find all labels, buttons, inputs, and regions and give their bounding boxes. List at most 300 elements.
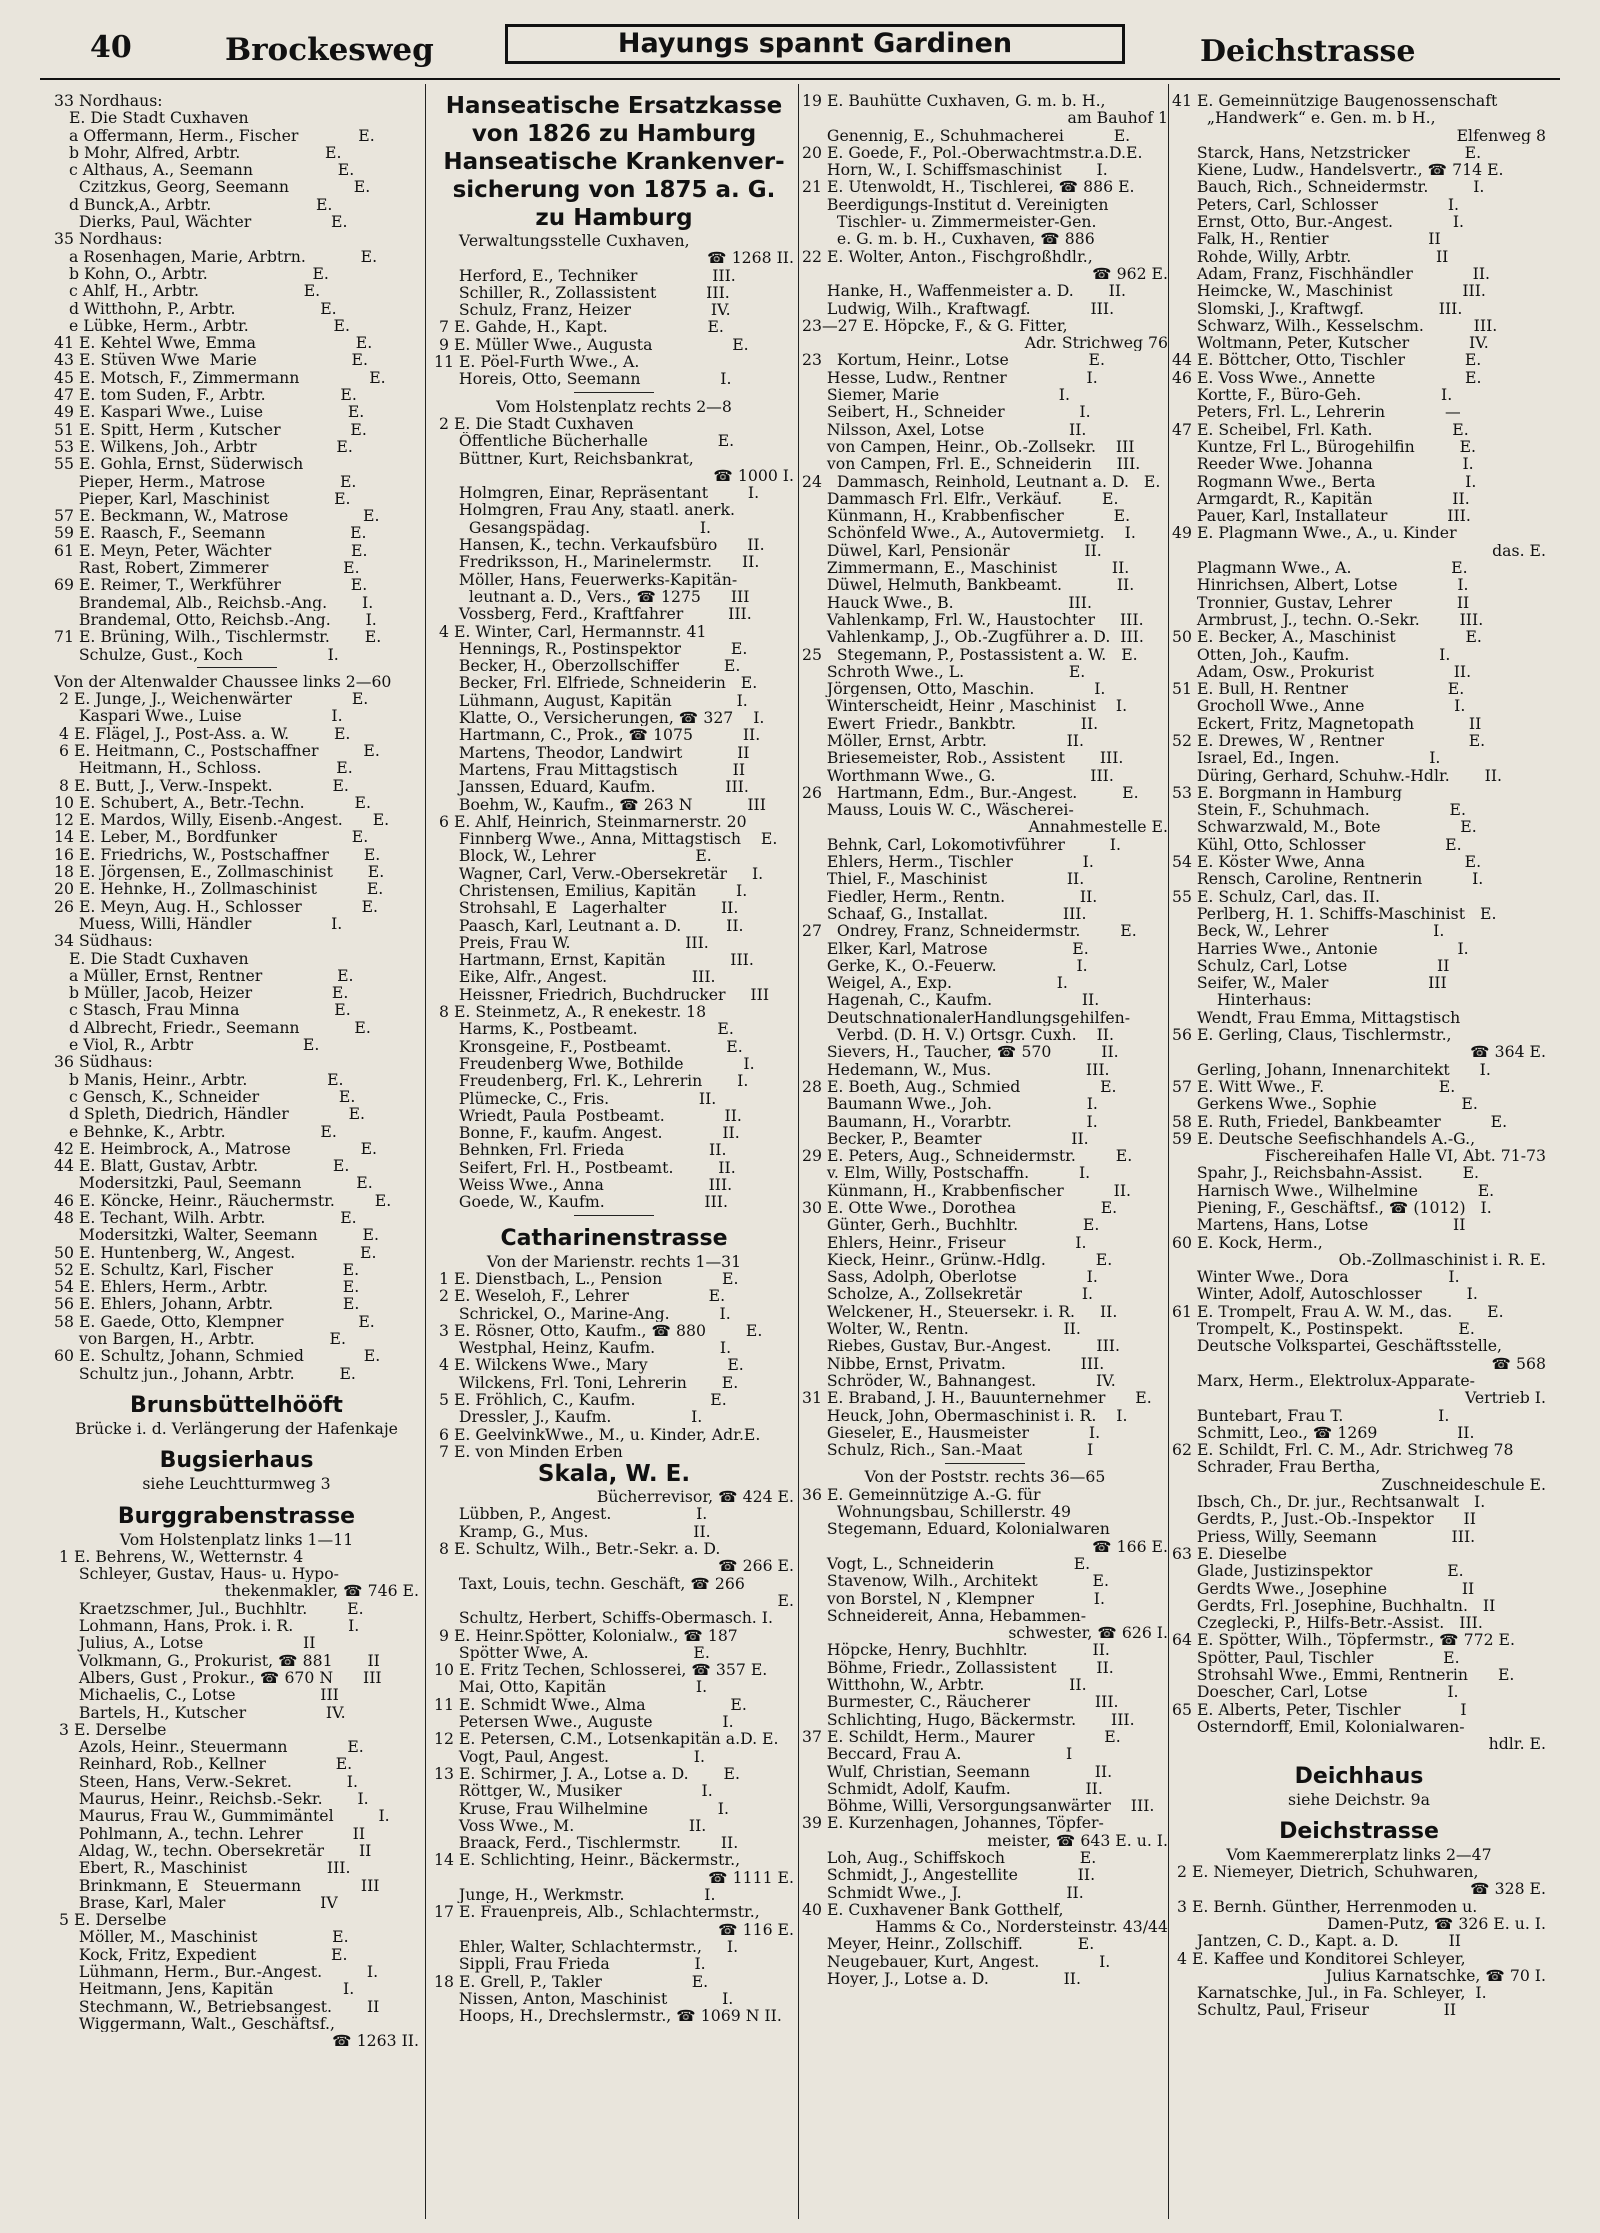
entry-line: Nilsson, Axel, Lotse II. <box>802 420 1087 438</box>
entry-line: d Albrecht, Friedr., Seemann E. <box>54 1018 371 1037</box>
entry-line: Voss Wwe., M. II. <box>434 1816 707 1835</box>
entry-line: Adam, Franz, Fischhändler II. <box>1172 264 1491 283</box>
entry-line: Hanke, H., Waffenmeister a. D. II. <box>802 282 1127 300</box>
directory-column-2 <box>434 92 794 2212</box>
bold-entry: von 1826 zu Hamburg <box>471 121 757 147</box>
entry-continuation: ☎ 568 <box>1491 1354 1546 1372</box>
entry-line: „Handwerk“ e. Gen. m. b H., <box>1172 109 1436 127</box>
entry-line: Hedemann, W., Mus. III. <box>802 1060 1110 1078</box>
entry-line: v. Elm, Willy, Postschaffn. I. <box>802 1164 1091 1182</box>
entry-line: Tronnier, Gustav, Lehrer II <box>1172 593 1470 611</box>
entry-line: Block, W., Lehrer E. <box>434 847 712 865</box>
entry-line: Azols, Heinr., Steuermann E. <box>54 1738 364 1756</box>
entry-line: 63 E. Dieselbe <box>1172 1544 1287 1563</box>
entry-line: 48 E. Techant, Wilh. Arbtr. E. <box>54 1209 357 1227</box>
entry-line: Hauck Wwe., B. III. <box>802 593 1092 611</box>
entry-line: Becker, Frl. Elfriede, Schneiderin E. <box>434 674 758 692</box>
section-note: Vom Kaemmererplatz links 2—47 <box>1226 1844 1492 1864</box>
entry-continuation: Adr. Strichweg 76 <box>1024 334 1168 352</box>
entry-line: 57 E. Witt Wwe., F. E. <box>1172 1077 1456 1096</box>
entry-line: Gerling, Johann, Innenarchitekt I. <box>1172 1060 1491 1078</box>
entry-line: Reeder Wwe. Johanna I. <box>1172 455 1474 473</box>
entry-line: Deutsche Volkspartei, Geschäftsstelle, <box>1172 1337 1503 1355</box>
entry-line: b Kohn, O., Arbtr. E. <box>54 264 329 283</box>
entry-line: Loh, Aug., Schiffskoch E. <box>802 1848 1097 1867</box>
entry-line: Armbrust, J., techn. O.-Sekr. III. <box>1172 610 1484 629</box>
entry-line: Schultz jun., Johann, Arbtr. E. <box>54 1364 356 1382</box>
entry-line: Schlichting, Hugo, Bäckermstr. III. <box>802 1710 1135 1728</box>
entry-line: Gerke, K., O.-Feuerw. I. <box>802 956 1088 975</box>
entry-line: 8 E. Butt, J., Verw.-Inspekt. E. <box>54 776 349 794</box>
entry-line: Fiedler, Herm., Rentn. II. <box>802 887 1098 905</box>
entry-line: Brinkmann, E Steuermann III <box>54 1876 380 1894</box>
entry-line: Elker, Karl, Matrose E. <box>802 939 1089 957</box>
section-separator <box>434 1211 794 1221</box>
entry-line: Hesse, Ludw., Rentner I. <box>802 368 1098 387</box>
entry-line: 19 E. Bauhütte Cuxhaven, G. m. b. H., <box>802 92 1106 110</box>
entry-line: 18 E. Grell, P., Takler E. <box>434 1972 709 1990</box>
entry-continuation: meister, ☎ 643 E. u. I. <box>987 1831 1168 1849</box>
entry-line: von Borstel, N , Klempner I. <box>802 1589 1105 1607</box>
entry-line: 46 E. Köncke, Heinr., Räuchermstr. E. <box>54 1191 392 1209</box>
entry-line: Thiel, F., Maschinist II. <box>802 870 1085 888</box>
entry-line: leutnant a. D., Vers., ☎ 1275 III <box>434 587 750 606</box>
entry-line: 42 E. Heimbrock, A., Matrose E. <box>54 1139 378 1158</box>
entry-continuation: ☎ 364 E. <box>1470 1043 1546 1061</box>
entry-line: 7 E. von Minden Erben <box>434 1442 623 1461</box>
entry-line: 58 E. Gaede, Otto, Klempner E. <box>54 1312 375 1331</box>
column-divider <box>1168 84 1169 2219</box>
entry-line: 9 E. Heinr.Spötter, Kolonialw., ☎ 187 <box>434 1626 738 1644</box>
entry-line: Hartmann, Ernst, Kapitän III. <box>434 951 754 969</box>
entry-line: Lohmann, Hans, Prok. i. R. I. <box>54 1617 360 1635</box>
entry-line: 30 E. Otte Wwe., Dorothea E. <box>802 1199 1118 1217</box>
entry-line: Pieper, Karl, Maschinist E. <box>54 489 351 508</box>
entry-line: Adam, Osw., Prokurist II. <box>1172 662 1472 681</box>
entry-line: 6 E. Heitmann, C., Postschaffner E. <box>54 741 380 760</box>
entry-line: e Behnke, K., Arbtr. E. <box>54 1122 337 1140</box>
entry-line: Kraetzschmer, Jul., Buchhltr. E. <box>54 1599 364 1618</box>
entry-line: Winter, Adolf, Autoschlosser I. <box>1172 1285 1478 1303</box>
section-note: Von der Poststr. rechts 36—65 <box>864 1467 1106 1487</box>
entry-line: e Viol, R., Arbtr E. <box>54 1036 320 1054</box>
entry-line: Taxt, Louis, techn. Geschäft, ☎ 266 <box>434 1574 745 1592</box>
entry-line: Schaaf, G., Installat. III. <box>802 904 1087 923</box>
entry-line: Hinrichsen, Albert, Lotse I. <box>1172 576 1469 594</box>
entry-line: Winterscheidt, Heinr , Maschinist I. <box>802 697 1128 715</box>
entry-line: 51 E. Bull, H. Rentner E. <box>1172 680 1465 698</box>
entry-line: Welckener, H., Steuersekr. i. R. II. <box>802 1302 1118 1321</box>
section-note: Brücke i. d. Verlängerung der Hafenkaje <box>75 1418 398 1438</box>
entry-line: Mai, Otto, Kapitän I. <box>434 1678 708 1696</box>
column-divider <box>798 84 799 2219</box>
entry-line: 56 E. Gerling, Claus, Tischlermstr., <box>1172 1026 1452 1044</box>
entry-line: 55 E. Schulz, Carl, das. II. <box>1172 887 1381 905</box>
entry-line: 21 E. Utenwoldt, H., Tischlerei, ☎ 886 E. <box>802 178 1135 196</box>
entry-line: Nibbe, Ernst, Privatm. III. <box>802 1354 1105 1372</box>
entry-line: Herford, E., Techniker III. <box>434 266 736 284</box>
entry-line: 11 E. Pöel-Furth Wwe., A. <box>434 353 640 371</box>
entry-line: Sievers, H., Taucher, ☎ 570 II. <box>802 1043 1119 1061</box>
entry-line: Westphal, Heinz, Kaufm. I. <box>434 1339 732 1357</box>
entry-line: Holmgren, Frau Any, staatl. anerk. <box>434 501 735 519</box>
entry-line: 3 E. Rösner, Otto, Kaufm., ☎ 880 E. <box>434 1321 763 1340</box>
header-rule <box>40 78 1560 80</box>
entry-line: 52 E. Drewes, W , Rentner E. <box>1172 731 1486 750</box>
entry-line: 1 E. Dienstbach, L., Pension E. <box>434 1269 739 1288</box>
entry-line: 17 E. Frauenpreis, Alb., Schlachtermstr., <box>434 1903 760 1921</box>
entry-line: Heimcke, W., Maschinist III. <box>1172 282 1486 300</box>
entry-line: 52 E. Schultz, Karl, Fischer E. <box>54 1260 360 1279</box>
entry-line: 14 E. Schlichting, Heinr., Bäckermstr., <box>434 1851 741 1869</box>
entry-line: Vogt, Paul, Angest. I. <box>434 1747 705 1765</box>
entry-line: 36 Südhaus: <box>54 1053 153 1071</box>
entry-line: Sass, Adolph, Oberlotse I. <box>802 1268 1098 1286</box>
entry-line: von Campen, Heinr., Ob.-Zollsekr. III <box>802 437 1135 456</box>
entry-line: Dierks, Paul, Wächter E. <box>54 213 348 231</box>
entry-line: Schulze, Gust., Koch I. <box>54 645 339 663</box>
entry-line: Schulz, Carl, Lotse II <box>1172 956 1450 975</box>
entry-line: Fredriksson, H., Marinelermstr. II. <box>434 553 760 571</box>
entry-line: Gerdts Wwe., Josephine II <box>1172 1579 1475 1597</box>
entry-line: Schiller, R., Zollassistent III. <box>434 283 730 302</box>
entry-line: 61 E. Trompelt, Frau A. W. M., das. E. <box>1172 1302 1504 1321</box>
entry-line: Spötter, Paul, Tischler E. <box>1172 1648 1460 1667</box>
bold-entry: sicherung von 1875 a. G. <box>452 177 776 203</box>
entry-line: Heitmann, H., Schloss. E. <box>54 759 353 777</box>
entry-line: 46 E. Voss Wwe., Annette E. <box>1172 368 1482 387</box>
entry-line: Kramp, G., Mus. II. <box>434 1522 711 1541</box>
entry-continuation: thekenmakler, ☎ 746 E. <box>224 1582 419 1600</box>
entry-line: 49 E. Kaspari Wwe., Luise E. <box>54 403 365 421</box>
entry-line: Klatte, O., Versicherungen, ☎ 327 I. <box>434 709 765 727</box>
entry-line: Brandemal, Otto, Reichsb.-Ang. I. <box>54 610 377 629</box>
entry-line: Woltmann, Peter, Kutscher IV. <box>1172 334 1489 352</box>
entry-line: Holmgren, Einar, Repräsentant I. <box>434 484 760 502</box>
entry-line: d Witthohn, P., Arbtr. E. <box>54 299 337 317</box>
entry-line: Wiggermann, Walt., Geschäftsf., <box>54 2014 335 2033</box>
entry-continuation: am Bauhof 1 <box>1067 109 1168 127</box>
entry-line: Ernst, Otto, Bur.-Angest. I. <box>1172 213 1465 231</box>
entry-line: Meyer, Heinr., Zollschiff. E. <box>802 1935 1095 1953</box>
spacer <box>1172 1753 1546 1759</box>
entry-line: Buntebart, Frau T. I. <box>1172 1406 1450 1424</box>
entry-line: 27 Ondrey, Franz, Schneidermstr. E. <box>802 922 1137 940</box>
section-note: Vom Holstenplatz links 1—11 <box>119 1529 354 1549</box>
entry-line: 25 Stegemann, P., Postassistent a. W. E. <box>802 645 1138 663</box>
entry-line: Ibsch, Ch., Dr. jur., Rechtsanwalt I. <box>1172 1493 1486 1511</box>
section-separator <box>54 663 419 673</box>
entry-line: Spahr, J., Reichsbahn-Assist. E. <box>1172 1164 1480 1182</box>
entry-line: Michaelis, C., Lotse III <box>54 1686 339 1704</box>
entry-line: Schönfeld Wwe., A., Autovermietg. I. <box>802 524 1136 542</box>
entry-line: Rast, Robert, Zimmerer E. <box>54 559 360 577</box>
entry-line: 8 E. Steinmetz, A., R enekestr. 18 <box>434 1003 707 1021</box>
entry-line: Kaspari Wwe., Luise I. <box>54 707 343 725</box>
entry-line: Möller, Hans, Feuerwerks-Kapitän- <box>434 570 738 588</box>
bold-entry: zu Hamburg <box>535 205 693 231</box>
entry-line: 4 E. Flägel, J., Post-Ass. a. W. E. <box>54 724 351 742</box>
entry-line: 64 E. Spötter, Wilh., Töpfermstr., ☎ 772 E. <box>1172 1631 1515 1649</box>
entry-line: Heissner, Friedrich, Buchdrucker III <box>434 985 770 1004</box>
entry-line: Hoops, H., Drechslermstr., ☎ 1069 N II. <box>434 2007 782 2025</box>
entry-line: 35 Nordhaus: <box>54 230 163 248</box>
entry-line: 44 E. Böttcher, Otto, Tischler E. <box>1172 351 1482 369</box>
entry-continuation: Damen-Putz, ☎ 326 E. u. I. <box>1327 1914 1546 1933</box>
entry-line: 2 E. Junge, J., Weichenwärter E. <box>54 690 369 708</box>
entry-line: 7 E. Gahde, H., Kapt. E. <box>434 318 724 336</box>
entry-line: 6 E. GeelvinkWwe., M., u. Kinder, Adr.E. <box>434 1425 761 1443</box>
entry-line: Petersen Wwe., Auguste I. <box>434 1713 734 1731</box>
entry-line: Karnatschke, Jul., in Fa. Schleyer, I. <box>1172 1984 1487 2002</box>
entry-line: Schulz, Franz, Heizer IV. <box>434 301 731 319</box>
entry-line: 9 E. Müller Wwe., Augusta E. <box>434 335 749 354</box>
entry-line: 33 Nordhaus: <box>54 92 163 110</box>
entry-line: 47 E. tom Suden, F., Arbtr. E. <box>54 386 357 404</box>
entry-line: Steen, Hans, Verw.-Sekret. I. <box>54 1772 358 1791</box>
entry-line: 39 E. Kurzenhagen, Johannes, Töpfer- <box>802 1814 1104 1832</box>
spacer <box>54 1437 419 1443</box>
entry-line: Israel, Ed., Ingen. I. <box>1172 749 1441 767</box>
entry-line: Modersitzki, Walter, Seemann E. <box>54 1226 379 1244</box>
entry-continuation: hdlr. E. <box>1488 1735 1546 1753</box>
entry-line: Harnisch Wwe., Wilhelmine E. <box>1172 1181 1495 1199</box>
entry-line: Gerdts, Frl. Josephine, Buchhaltn. II <box>1172 1596 1496 1615</box>
entry-line: Harms, K., Postbeamt. E. <box>434 1020 734 1038</box>
entry-line: Ehlers, Heinr., Friseur I. <box>802 1233 1087 1251</box>
entry-line: Wulf, Christian, Seemann II. <box>802 1762 1113 1780</box>
entry-line: Maurus, Heinr., Reichsb.-Sekr. I. <box>54 1790 369 1808</box>
entry-line: Reinhard, Rob., Kellner E. <box>54 1755 353 1773</box>
street-heading: Bugsierhaus <box>159 1448 314 1474</box>
entry-line: Slomski, J., Kraftwgf. III. <box>1172 299 1463 317</box>
entry-line: Stein, F., Schuhmach. E. <box>1172 801 1466 819</box>
entry-line: Ehler, Walter, Schlachtermstr., I. <box>434 1937 739 1956</box>
entry-line: Kruse, Frau Wilhelmine I. <box>434 1799 729 1817</box>
entry-line: 20 E. Hehnke, H., Zollmaschinist E. <box>54 880 384 898</box>
entry-line: 28 E. Boeth, Aug., Schmied E. <box>802 1077 1117 1096</box>
entry-line: Spötter Wwe, A. E. <box>434 1643 710 1662</box>
street-heading: Burggrabenstrasse <box>117 1503 356 1529</box>
entry-line: Vahlenkamp, Frl. W., Haustochter III. <box>802 610 1144 629</box>
entry-line: Brandemal, Alb., Reichsb.-Ang. I. <box>54 593 374 611</box>
entry-line: 43 E. Stüven Wwe Marie E. <box>54 351 368 369</box>
entry-line: E. Die Stadt Cuxhaven <box>54 109 249 127</box>
entry-line: Scholze, A., Zollsekretär I. <box>802 1285 1094 1303</box>
entry-line: Schultz, Paul, Friseur II <box>1172 2001 1457 2019</box>
entry-line: Piening, F., Geschäftsf., ☎ (1012) I. <box>1172 1199 1492 1217</box>
street-heading: Catharinenstrasse <box>500 1225 728 1251</box>
section-note: Vom Holstenplatz rechts 2—8 <box>496 396 732 416</box>
entry-line: Weiss Wwe., Anna III. <box>434 1176 733 1194</box>
entry-line: Martens, Hans, Lotse II <box>1172 1216 1466 1234</box>
entry-line: Rohde, Willy, Arbtr. II <box>1172 247 1449 265</box>
entry-line: Bartels, H., Kutscher IV. <box>54 1703 346 1721</box>
entry-line: Brase, Karl, Maler IV <box>54 1893 338 1912</box>
entry-line: Schultz, Herbert, Schiffs-Obermasch. I. <box>434 1609 773 1627</box>
street-heading: Deichstrasse <box>1279 1818 1439 1844</box>
entry-line: Schneidereit, Anna, Hebammen- <box>802 1606 1087 1625</box>
entry-line: Peters, Carl, Schlosser I. <box>1172 195 1460 214</box>
entry-line: Öffentliche Bücherhalle E. <box>434 432 735 450</box>
entry-line: Wilckens, Frl. Toni, Lehrerin E. <box>434 1373 739 1391</box>
entry-line: Witthohn, W., Arbtr. II. <box>802 1676 1087 1694</box>
entry-line: Höpcke, Henry, Buchhltr. II. <box>802 1641 1110 1659</box>
entry-line: Martens, Theodor, Landwirt II <box>434 743 750 761</box>
entry-line: Wriedt, Paula Postbeamt. II. <box>434 1106 742 1125</box>
entry-line: Osterndorff, Emil, Kolonialwaren- <box>1172 1717 1465 1736</box>
entry-line: Schulz, Rich., San.-Maat I <box>802 1441 1094 1459</box>
entry-line: Perlberg, H. 1. Schiffs-Maschinist E. <box>1172 904 1497 923</box>
directory-column-1 <box>54 92 419 2212</box>
entry-line: Plümecke, C., Fris. II. <box>434 1089 717 1107</box>
entry-line: 2 E. Weseloh, F., Lehrer E. <box>434 1287 726 1305</box>
entry-line: Dressler, J., Kaufm. I. <box>434 1408 703 1426</box>
entry-continuation: Ob.-Zollmaschinist i. R. E. <box>1338 1250 1546 1269</box>
entry-continuation: Zuschneideschule E. <box>1381 1475 1546 1494</box>
entry-line: Plagmann Wwe., A. E. <box>1172 559 1468 577</box>
entry-line: 41 E. Gemeinnützige Baugenossenschaft <box>1172 92 1498 110</box>
entry-line: 71 E. Brüning, Wilh., Tischlermstr. E. <box>54 628 382 646</box>
entry-line: Mauss, Louis W. C., Wäscherei- <box>802 801 1074 819</box>
entry-continuation: ☎ 1263 II. <box>332 2032 419 2050</box>
entry-continuation: ☎ 116 E. <box>718 1920 794 1938</box>
entry-line: Martens, Frau Mittagstisch II <box>434 760 746 779</box>
entry-line: Ehlers, Herm., Tischler I. <box>802 853 1094 871</box>
entry-line: Becker, P., Beamter II. <box>802 1129 1089 1148</box>
entry-line: Seifer, W., Maler III <box>1172 974 1447 992</box>
entry-line: Goede, W., Kaufm. III. <box>434 1193 728 1211</box>
entry-line: DeutschnationalerHandlungsgehilfen- <box>802 1008 1131 1027</box>
advertisement-banner: Hayungs spannt Gardinen <box>505 24 1125 64</box>
entry-line: Burmester, C., Räucherer III. <box>802 1693 1119 1711</box>
entry-line: a Offermann, Herm., Fischer E. <box>54 126 375 144</box>
entry-continuation: Elfenweg 8 <box>1456 126 1546 144</box>
entry-line: 54 E. Ehlers, Herm., Arbtr. E. <box>54 1278 360 1296</box>
entry-line: 26 E. Meyn, Aug. H., Schlosser E. <box>54 897 379 915</box>
entry-line: 3 E. Bernh. Günther, Herrenmoden u. <box>1172 1897 1478 1915</box>
entry-line: Maurus, Frau W., Gummimäntel I. <box>54 1807 390 1825</box>
entry-line: Röttger, W., Musiker I. <box>434 1782 713 1800</box>
entry-line: Vogt, L., Schneiderin E. <box>802 1554 1091 1573</box>
bold-entry: Hanseatische Ersatzkasse <box>445 93 783 119</box>
entry-line: Czitzkus, Georg, Seemann E. <box>54 178 371 196</box>
entry-line: 14 E. Leber, M., Bordfunker E. <box>54 828 369 846</box>
street-heading: Deichhaus <box>1294 1763 1424 1789</box>
entry-line: Sippli, Frau Frieda I. <box>434 1955 706 1973</box>
entry-line: 23 Kortum, Heinr., Lotse E. <box>802 351 1105 369</box>
entry-line: Von der Altenwalder Chaussee links 2—60 <box>54 672 392 691</box>
entry-continuation: schwester, ☎ 626 I. <box>1008 1624 1168 1642</box>
entry-line: Wohnungsbau, Schillerstr. 49 <box>802 1503 1071 1521</box>
entry-line: Lühmann, Herm., Bur.-Angest. I. <box>54 1962 379 1981</box>
entry-line: Möller, M., Maschinist E. <box>54 1928 349 1946</box>
entry-line: Janssen, Eduard, Kaufm. III. <box>434 778 749 796</box>
entry-line: 50 E. Becker, A., Maschinist E. <box>1172 628 1482 646</box>
entry-line: 16 E. Friedrichs, W., Postschaffner E. <box>54 845 381 864</box>
entry-line: 13 E. Schirmer, J. A., Lotse a. D. E. <box>434 1764 740 1783</box>
entry-continuation: Vertrieb I. <box>1465 1389 1546 1407</box>
entry-line: Stavenow, Wilh., Architekt E. <box>802 1572 1109 1590</box>
entry-line: Boehm, W., Kaufm., ☎ 263 N III <box>434 795 766 813</box>
entry-line: Finnberg Wwe., Anna, Mittagstisch E. <box>434 830 778 848</box>
entry-line: Eike, Alfr., Angest. III. <box>434 968 716 986</box>
entry-line: Modersitzki, Paul, Seemann E. <box>54 1174 373 1192</box>
entry-line: b Manis, Heinr., Arbtr. E. <box>54 1070 344 1088</box>
entry-line: Pauer, Karl, Installateur III. <box>1172 507 1471 525</box>
entry-line: Braack, Ferd., Tischlermstr. II. <box>434 1834 739 1852</box>
entry-line: Schwarzwald, M., Bote E. <box>1172 818 1477 836</box>
entry-line: Behnk, Carl, Lokomotivführer I. <box>802 835 1121 854</box>
entry-line: Grocholl Wwe., Anne I. <box>1172 697 1466 715</box>
entry-line: d Bunck,A., Arbtr. E. <box>54 195 333 214</box>
entry-line: Hoyer, J., Lotse a. D. II. <box>802 1970 1081 1988</box>
entry-line: Volkmann, G., Prokurist, ☎ 881 II <box>54 1651 380 1669</box>
entry-continuation: ☎ 328 E. <box>1470 1880 1546 1898</box>
entry-line: 51 E. Spitt, Herm , Kutscher E. <box>54 420 367 438</box>
entry-line: Hartmann, C., Prok., ☎ 1075 II. <box>434 726 761 744</box>
entry-line: Glade, Justizinspektor E. <box>1172 1562 1464 1580</box>
entry-line: Neugebauer, Kurt, Angest. I. <box>802 1952 1111 1971</box>
entry-line: Czeglecki, P., Hilfs-Betr.-Assist. III. <box>1172 1614 1483 1632</box>
entry-continuation: ☎ 1000 I. <box>713 466 794 485</box>
entry-line: Siemer, Marie I. <box>802 386 1070 404</box>
entry-line: 69 E. Reimer, T., Werkführer E. <box>54 576 368 594</box>
entry-line: Kiene, Ludw., Handelsvertr., ☎ 714 E. <box>1172 161 1504 179</box>
entry-line: 65 E. Alberts, Peter, Tischler I <box>1172 1700 1467 1718</box>
entry-line: Horn, W., I. Schiffsmaschinist I. <box>802 161 1108 179</box>
right-street-heading: Deichstrasse <box>1200 34 1416 69</box>
entry-line: 5 E. Derselbe <box>54 1911 167 1929</box>
entry-line: Freudenberg Wwe, Bothilde I. <box>434 1054 755 1073</box>
entry-line: Beerdigungs-Institut d. Vereinigten <box>802 195 1109 214</box>
entry-line: Harries Wwe., Antonie I. <box>1172 939 1469 957</box>
entry-line: 5 E. Fröhlich, C., Kaufm. E. <box>434 1391 727 1409</box>
entry-line: Schleyer, Gustav, Haus- u. Hypo- <box>54 1565 339 1583</box>
entry-line: Böhme, Willi, Versorgungsanwärter III. <box>802 1797 1155 1815</box>
entry-line: 57 E. Beckmann, W., Matrose E. <box>54 507 380 525</box>
entry-line: Düwel, Helmuth, Bankbeamt. II. <box>802 576 1135 594</box>
entry-line: Baumann Wwe., Joh. I. <box>802 1095 1098 1113</box>
entry-line: Kronsgeine, F., Postbeamt. E. <box>434 1037 743 1055</box>
entry-line: Worthmann Wwe., G. III. <box>802 766 1114 784</box>
entry-line: Verbd. (D. H. V.) Ortsgr. Cuxh. II. <box>802 1026 1114 1044</box>
entry-line: Wagner, Carl, Verw.-Obersekretär I. <box>434 864 764 882</box>
left-street-heading: Brockesweg <box>225 32 434 68</box>
entry-line: 41 E. Kehtel Wwe, Emma E. <box>54 334 373 352</box>
entry-line: Starck, Hans, Netzstricker E. <box>1172 143 1482 162</box>
entry-line: von Campen, Frl. E., Schneiderin III. <box>802 455 1141 473</box>
entry-line: Otten, Joh., Kaufm. I. <box>1172 645 1451 663</box>
entry-line: 20 E. Goede, F., Pol.-Oberwachtmstr.a.D.E. <box>802 143 1143 162</box>
entry-line: Heuck, John, Obermaschinist i. R. I. <box>802 1406 1128 1424</box>
entry-line: 6 E. Ahlf, Heinrich, Steinmarnerstr. 20 <box>434 812 747 831</box>
entry-line: 40 E. Cuxhavener Bank Gotthelf, <box>802 1900 1064 1919</box>
entry-line: 26 Hartmann, Edm., Bur.-Angest. E. <box>802 783 1139 802</box>
entry-line: Schwarz, Wilh., Kesselschm. III. <box>1172 316 1498 335</box>
entry-line: Aldag, W., techn. Obersekretär II <box>54 1841 372 1860</box>
entry-line: Vossberg, Ferd., Kraftfahrer III. <box>434 605 752 623</box>
entry-continuation: ☎ 1268 II. <box>707 249 794 267</box>
entry-continuation: das. E. <box>1492 541 1546 560</box>
entry-line: 37 E. Schildt, Herm., Maurer E. <box>802 1727 1121 1746</box>
entry-line: Ludwig, Wilh., Kraftwagf. III. <box>802 299 1115 317</box>
entry-line: 62 E. Schildt, Frl. C. M., Adr. Strichweg 78 <box>1172 1441 1514 1459</box>
entry-line: 24 Dammasch, Reinhold, Leutnant a. D. E. <box>802 472 1161 490</box>
entry-line: Freudenberg, Frl. K., Lehrerin I. <box>434 1072 749 1090</box>
bold-entry: Hanseatische Krankenver- <box>443 149 785 175</box>
entry-line: Bauch, Rich., Schneidermstr. I. <box>1172 178 1485 196</box>
